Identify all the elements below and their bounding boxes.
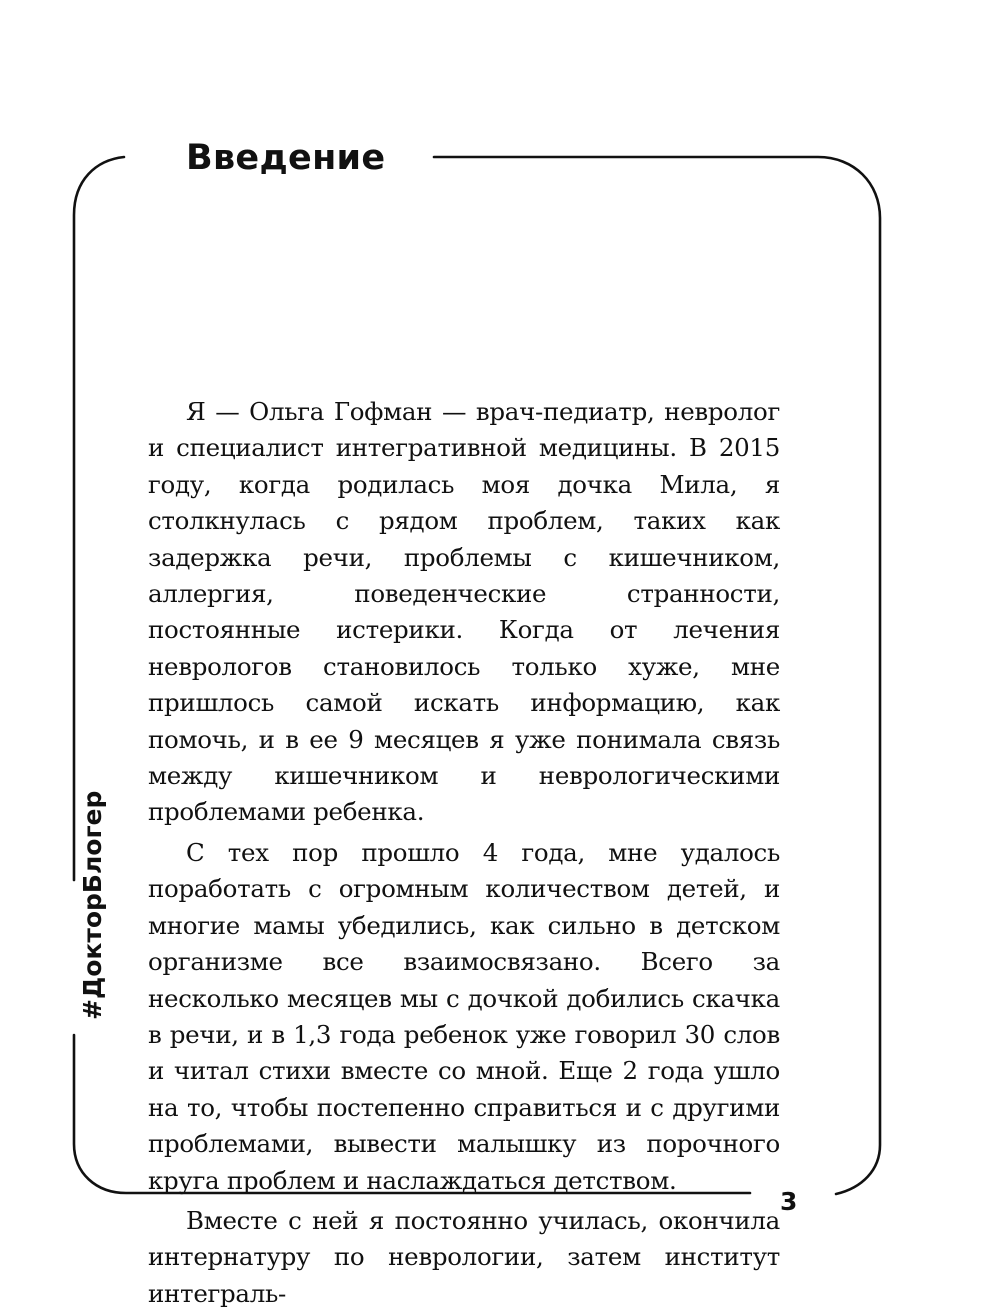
paragraph-2: С тех пор прошло 4 года, мне удалось поработать с огромным количеством детей, и многие мамы убедились, как сильно в детском организме все взаимосвязано. Всего за несколько месяцев мы с дочкой добились скачка в речи, и в 1,3 года ребенок уже говорил 30 слов и читал стихи вместе со мной. Еще 2 года ушло на то, чтобы постепенно справиться и с другими проблемами, вывести малышку из порочного круга проблем и наслаждаться детством. xyxy=(148,837,780,1195)
paragraph-3: Вместе с ней я постоянно училась, окончила интернатуру по неврологии, затем институт интеграль- xyxy=(148,1205,780,1308)
body-text xyxy=(148,394,780,1312)
paragraph-1: Я — Ольга Гофман — врач-педиатр, невролог и специалист интегративной медицины. В 2015 году, когда родилась моя дочка Мила, я столкнулась с рядом проблем, таких как задержка речи, проблемы с кишечником, аллергия, поведенческие странности, постоянные истерики. Когда от лечения неврологов становилось только хуже, мне пришлось самой искать информацию, как помочь, и в ее 9 месяцев я уже понимала связь между кишечником и неврологическими проблемами ребенка. xyxy=(148,397,780,827)
side-hashtag-label: #ДокторБлогер xyxy=(78,790,107,1020)
frame-top-left-arc xyxy=(74,157,124,880)
page-title: Введение xyxy=(186,138,386,178)
page-number: 3 xyxy=(780,1187,798,1216)
